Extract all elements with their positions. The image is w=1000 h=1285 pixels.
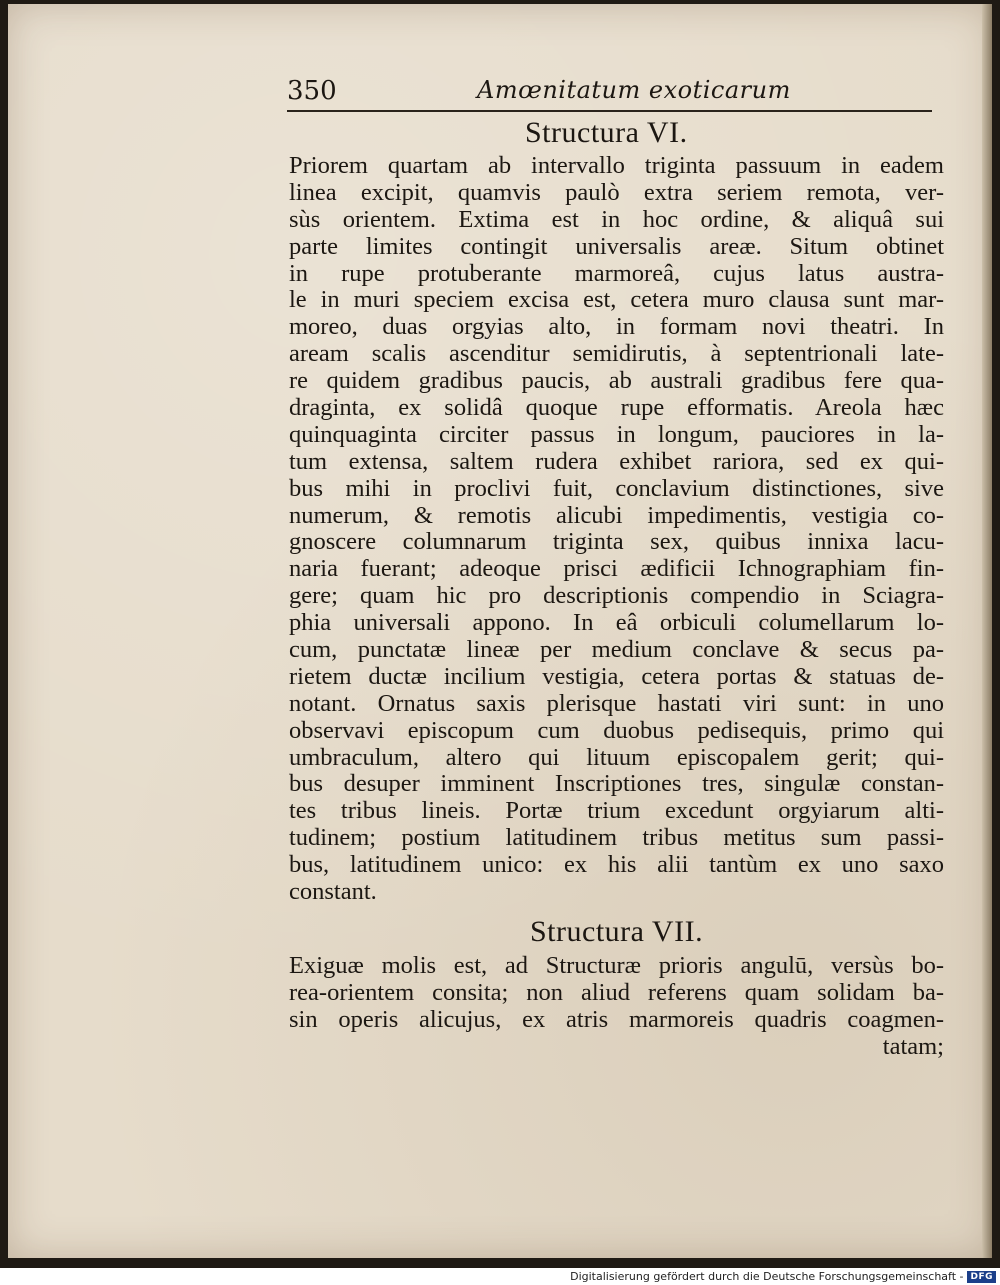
text-line: observavi episcopum cum duobus pedisequis, primo qui: [289, 716, 944, 744]
paragraph-structura-vii: [289, 953, 944, 1061]
text-line: numerum, & remotis alicubi impedimentis, vestigia co-: [289, 501, 944, 529]
text-line: bus desuper imminent Inscriptiones tres, singulæ constan-: [289, 770, 944, 798]
text-line: tum extensa, saltem rudera exhibet rariora, sed ex qui-: [289, 447, 944, 475]
text-line: re quidem gradibus paucis, ab australi gradibus fere qua-: [289, 367, 944, 395]
text-line: Exiguæ molis est, ad Structuræ prioris angulū, versùs bo-: [289, 952, 944, 979]
section-heading-structura-vii: Structura VII.: [530, 915, 704, 948]
text-line: sùs orientem. Extima est in hoc ordine, & aliquâ sui: [289, 205, 944, 233]
text-line: gnoscere columnarum triginta sex, quibus innixa lacu-: [289, 528, 944, 556]
text-line: bus mihi in proclivi fuit, conclavium distinctiones, sive: [289, 474, 944, 502]
text-line: notant. Ornatus saxis plerisque hastati viri sunt: in uno: [289, 689, 944, 717]
text-line: naria fuerant; adeoque prisci ædificii Ichnographiam fin-: [289, 555, 944, 583]
running-title: Amœnitatum exoticarum: [477, 76, 791, 104]
paragraph-structura-vi: [289, 153, 944, 906]
text-line: parte limites contingit universalis areæ. Situm obtinet: [289, 232, 944, 260]
text-line: in rupe protuberante marmoreâ, cujus latus austra-: [289, 259, 944, 287]
text-line: phia universali appono. In eâ orbiculi columellarum lo-: [289, 609, 944, 637]
text-line: constant.: [289, 878, 377, 906]
credit-text: Digitalisierung gefördert durch die Deutsche Forschungsgemeinschaft -: [570, 1270, 964, 1283]
text-line: linea excipit, quamvis paulò extra seriem remota, ver-: [289, 178, 944, 206]
text-line: tes tribus lineis. Portæ trium excedunt orgyiarum alti-: [289, 797, 944, 825]
text-line: le in muri speciem excisa est, cetera muro clausa sunt mar-: [289, 286, 944, 314]
text-line: sin operis alicujus, ex atris marmoreis quadris coagmen-: [289, 1005, 944, 1033]
page-edge: [982, 4, 992, 1258]
text-line: quinquaginta circiter passus in longum, pauciores in la-: [289, 420, 944, 448]
header-rule: [287, 110, 932, 112]
text-line: bus, latitudinem unico: ex his alii tantùm ex uno saxo: [289, 851, 944, 879]
section-heading-structura-vi: Structura VI.: [525, 116, 688, 149]
text-line: cum, punctatæ lineæ per medium conclave & secus pa-: [289, 636, 944, 664]
digitization-credit: [570, 1270, 996, 1283]
text-line: draginta, ex solidâ quoque rupe efformatis. Areola hæc: [289, 394, 944, 422]
text-line: aream scalis ascenditur semidirutis, à septentrionali late-: [289, 340, 944, 368]
running-head: [287, 76, 932, 110]
text-line: tudinem; postium latitudinem tribus metitus sum passi-: [289, 824, 944, 852]
catchword: tatam;: [882, 1032, 944, 1060]
text-line: gere; quam hic pro descriptionis compendio in Sciagra-: [289, 582, 944, 610]
text-line: moreo, duas orgyias alto, in formam novi theatri. In: [289, 313, 944, 341]
page-number: 350: [287, 76, 337, 106]
text-line: Priorem quartam ab intervallo triginta passuum in eadem: [289, 152, 944, 179]
text-line: umbraculum, altero qui lituum episcopalem gerit; qui-: [289, 743, 944, 771]
text-line: rietem ductæ incilium vestigia, cetera portas & statuas de-: [289, 662, 944, 690]
text-line: rea-orientem consita; non aliud referens quam solidam ba-: [289, 978, 944, 1006]
dfg-logo: DFG: [967, 1271, 996, 1283]
